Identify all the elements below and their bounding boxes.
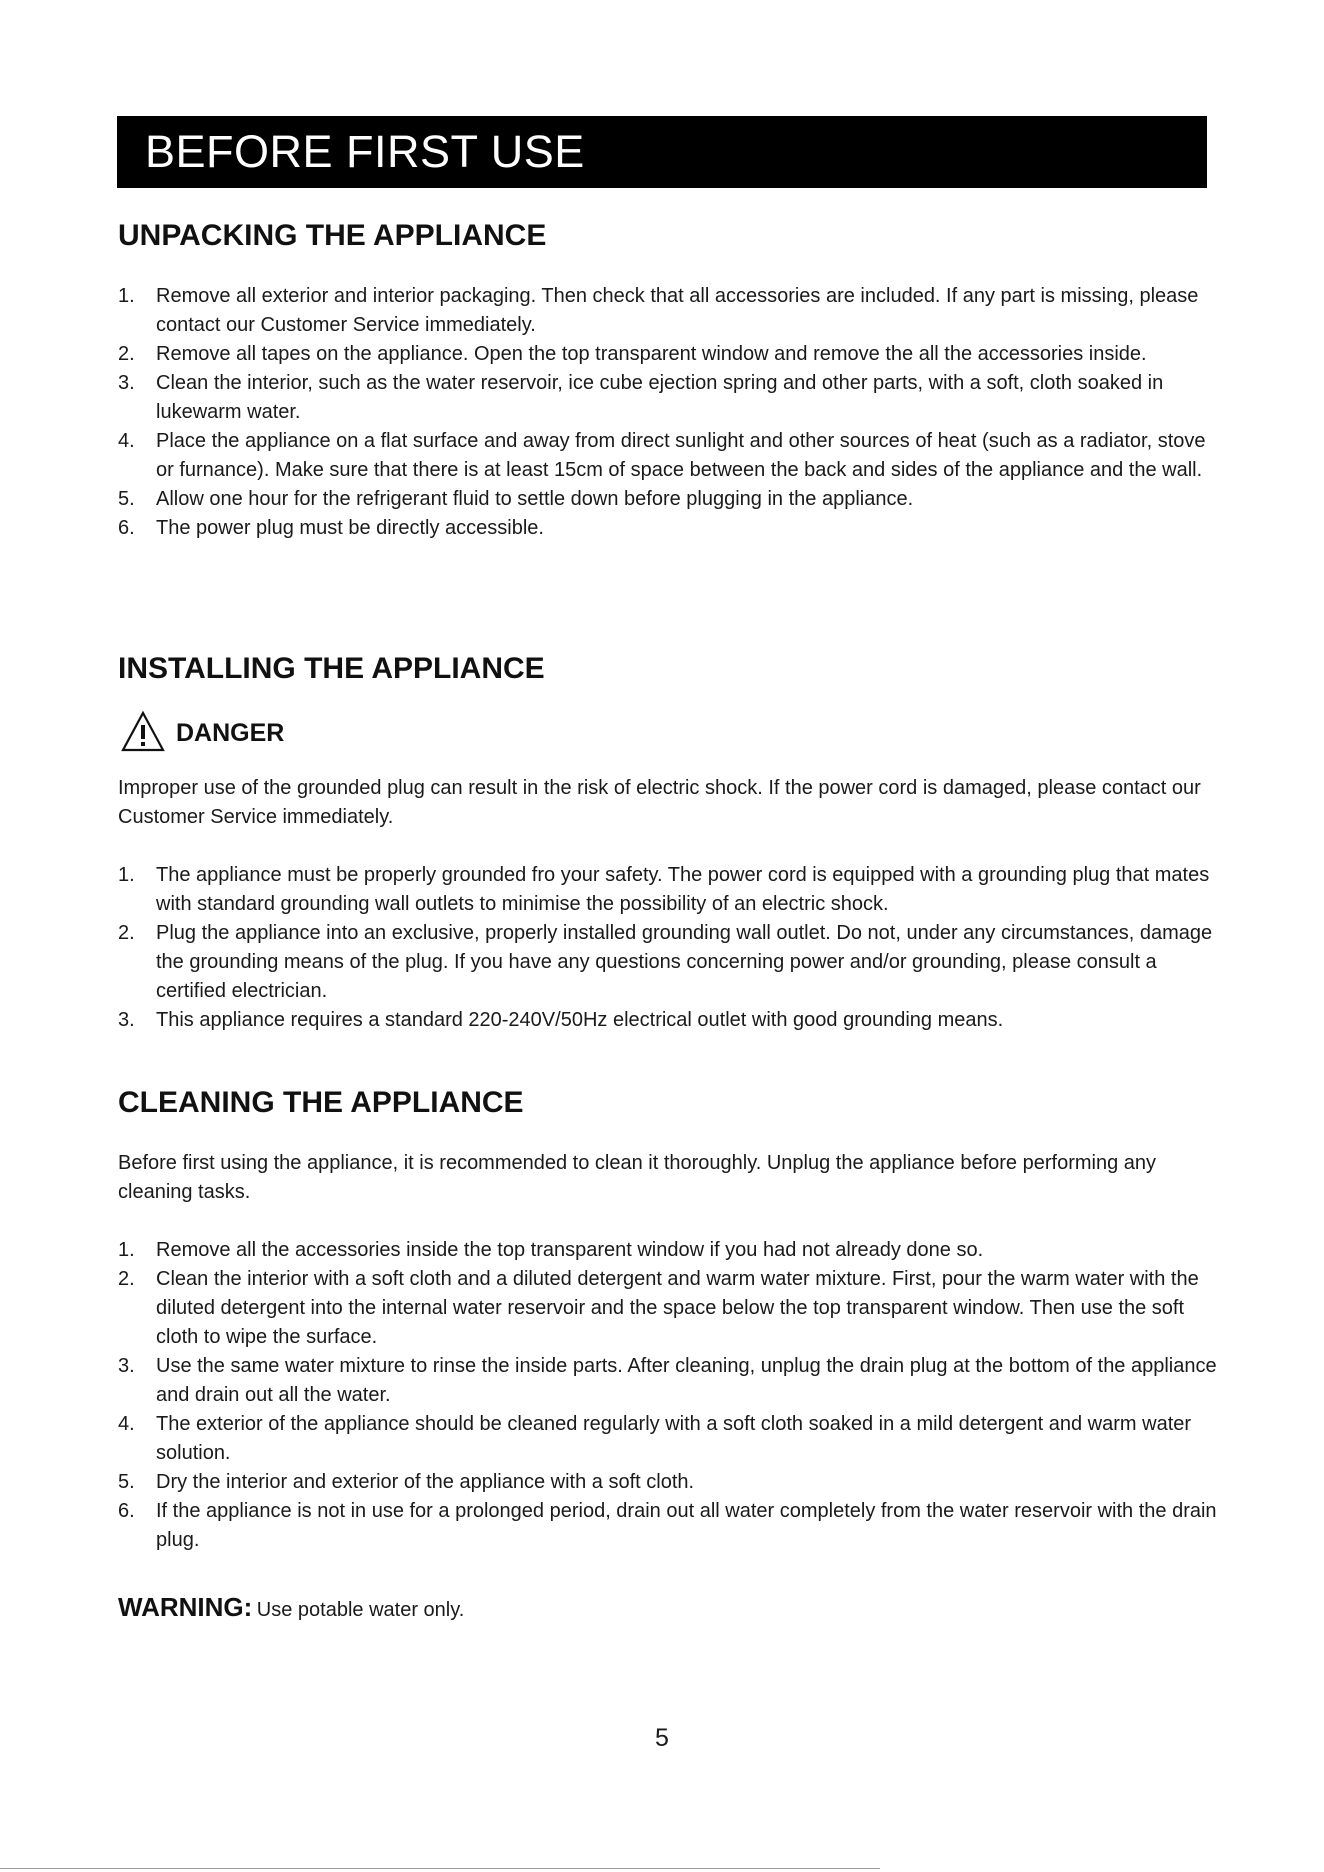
list-item-number: 4. [118,1413,135,1435]
list-item-number: 3. [118,1355,135,1377]
list-item-text: The appliance must be properly grounded fro your safety. The power cord is equipped with a grounding plug that mates with standard grounding wall outlets to minimise the possibility of an electric shock. [156,864,1210,915]
danger-label: DANGER [176,719,285,747]
banner-title: BEFORE FIRST USE [145,126,585,177]
page-number: 5 [655,1724,669,1752]
installing-list [118,861,1228,1035]
list-item [118,1468,1228,1497]
list-item [118,919,1228,1006]
cleaning-heading: CLEANING THE APPLIANCE [118,1086,524,1119]
list-item-text: Clean the interior with a soft cloth and a diluted detergent and warm water mixture. First, pour the warm water with the diluted detergent into the internal water reservoir and the space below the top transparent window. Then use the soft cloth to wipe the surface. [156,1268,1199,1348]
list-item-number: 2. [118,343,135,365]
list-item-number: 1. [118,864,135,886]
list-item [118,369,1228,427]
list-item-number: 1. [118,285,135,307]
list-item [118,427,1228,485]
list-item [118,282,1228,340]
bottom-rule [0,1868,880,1869]
cleaning-list [118,1236,1228,1555]
list-item-text: If the appliance is not in use for a prolonged period, drain out all water completely from the water reservoir with the drain plug. [156,1500,1217,1551]
list-item-number: 2. [118,922,135,944]
list-item-text: Use the same water mixture to rinse the inside parts. After cleaning, unplug the drain plug at the bottom of the appliance and drain out all the water. [156,1355,1217,1406]
list-item-text: Remove all tapes on the appliance. Open the top transparent window and remove the all the accessories inside. [156,343,1147,365]
list-item-number: 6. [118,1500,135,1522]
danger-text: Improper use of the grounded plug can result in the risk of electric shock. If the power cord is damaged, please contact our Customer Service immediately. [118,777,1201,828]
list-item-text: Remove all the accessories inside the top transparent window if you had not already done so. [156,1239,984,1261]
list-item [118,1410,1228,1468]
list-item [118,485,1228,514]
list-item-text: Dry the interior and exterior of the appliance with a soft cloth. [156,1471,695,1493]
list-item-number: 3. [118,372,135,394]
list-item [118,1265,1228,1352]
list-item [118,1497,1228,1555]
list-item [118,1352,1228,1410]
list-item-number: 6. [118,517,135,539]
section-banner [117,116,1207,188]
list-item-text: This appliance requires a standard 220-240V/50Hz electrical outlet with good grounding means. [156,1009,1004,1031]
list-item-text: Place the appliance on a flat surface and away from direct sunlight and other sources of heat (such as a radiator, stove or furnance). Make sure that there is at least 15cm of space between the back and sides of the appliance and the wall. [156,430,1206,481]
list-item-number: 4. [118,430,135,452]
list-item-number: 5. [118,488,135,510]
list-item-text: Remove all exterior and interior packaging. Then check that all accessories are included. If any part is missing, please contact our Customer Service immediately. [156,285,1199,336]
list-item [118,340,1228,369]
list-item [118,1006,1228,1035]
list-item-text: Allow one hour for the refrigerant fluid to settle down before plugging in the appliance. [156,488,914,510]
list-item-text: The exterior of the appliance should be cleaned regularly with a soft cloth soaked in a mild detergent and warm water solution. [156,1413,1192,1464]
list-item [118,514,1228,543]
cleaning-intro: Before first using the appliance, it is recommended to clean it thoroughly. Unplug the appliance before performing any cleaning tasks. [118,1152,1157,1203]
unpacking-list [118,282,1228,543]
list-item-number: 2. [118,1268,135,1290]
list-item-number: 1. [118,1239,135,1261]
warning-triangle-icon [120,710,166,754]
warning-text: Use potable water only. [256,1599,465,1621]
installing-heading: INSTALLING THE APPLIANCE [118,652,545,685]
unpacking-heading: UNPACKING THE APPLIANCE [118,219,547,252]
warning-note [118,1592,464,1623]
list-item-number: 3. [118,1009,135,1031]
list-item [118,1236,1228,1265]
warning-label: WARNING: [118,1592,253,1622]
list-item-text: The power plug must be directly accessible. [156,517,544,539]
list-item-number: 5. [118,1471,135,1493]
list-item [118,861,1228,919]
list-item-text: Clean the interior, such as the water reservoir, ice cube ejection spring and other parts, with a soft, cloth soaked in lukewarm water. [156,372,1164,423]
list-item-text: Plug the appliance into an exclusive, properly installed grounding wall outlet. Do not, under any circumstances, damage the grounding means of the plug. If you have any questions concerning power and/or grounding, please consult a certified electrician. [156,922,1213,1002]
